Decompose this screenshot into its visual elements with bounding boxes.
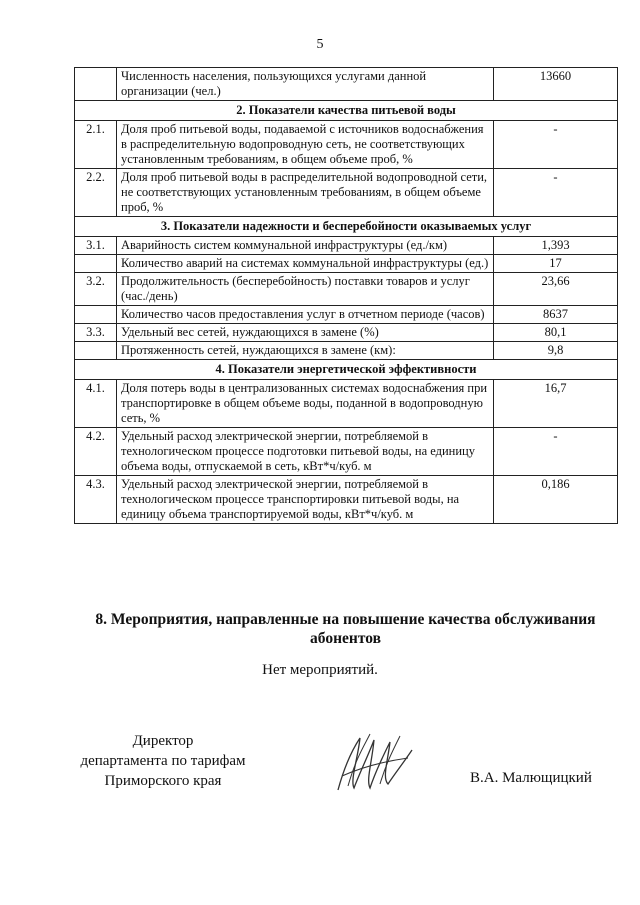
row-value: 17 (494, 255, 618, 273)
table-row (75, 255, 618, 273)
row-value: 8637 (494, 306, 618, 324)
table-row (75, 342, 618, 360)
row-value: 9,8 (494, 342, 618, 360)
indicators-table-body (75, 68, 618, 524)
row-label: Продолжительность (бесперебойность) поставки товаров и услуг (час./день) (117, 273, 494, 306)
signatory-title-line: Директор (132, 733, 194, 749)
section-title: 4. Показатели энергетической эффективности (75, 360, 618, 380)
row-number: 3.3. (75, 324, 117, 342)
section-header-row (75, 101, 618, 121)
signatory-name: В.А. Малющицкий (470, 770, 592, 786)
row-number (75, 68, 117, 101)
row-value: 0,186 (494, 476, 618, 524)
section-8-body: Нет мероприятий. (262, 662, 378, 678)
row-value: 16,7 (494, 380, 618, 428)
signatory-title-line: департамента по тарифам (80, 753, 246, 769)
row-label: Численность населения, пользующихся услугами данной организации (чел.) (117, 68, 494, 101)
row-label: Доля проб питьевой воды в распределительной водопроводной сети, не соответствующих установленным требованиям, в общем объеме проб, % (117, 169, 494, 217)
row-label: Протяженность сетей, нуждающихся в замене (км): (117, 342, 494, 360)
row-number (75, 342, 117, 360)
indicators-table (74, 67, 618, 524)
handwritten-signature (330, 728, 420, 803)
row-value: 1,393 (494, 237, 618, 255)
row-number: 4.3. (75, 476, 117, 524)
table-row (75, 428, 618, 476)
row-value: - (494, 428, 618, 476)
section-8-heading: 8. Мероприятия, направленные на повышение качества обслуживания абонентов (95, 611, 596, 647)
table-row (75, 306, 618, 324)
row-label: Аварийность систем коммунальной инфраструктуры (ед./км) (117, 237, 494, 255)
table-row (75, 380, 618, 428)
section-header-row (75, 360, 618, 380)
signatory-title (48, 731, 278, 791)
section-title: 2. Показатели качества питьевой воды (75, 101, 618, 121)
row-label: Удельный расход электрической энергии, потребляемой в технологическом процессе подготовки питьевой воды, на единицу объема воды, отпускаемой в сеть, кВт*ч/куб. м (117, 428, 494, 476)
table-row (75, 476, 618, 524)
table-row (75, 169, 618, 217)
table-row (75, 121, 618, 169)
row-label: Удельный расход электрической энергии, потребляемой в технологическом процессе транспортировки питьевой воды, на единицу объема транспортируемой воды, кВт*ч/куб. м (117, 476, 494, 524)
section-header-row (75, 217, 618, 237)
row-number: 3.1. (75, 237, 117, 255)
page-number: 5 (316, 37, 324, 52)
row-number: 2.1. (75, 121, 117, 169)
row-value: 80,1 (494, 324, 618, 342)
row-value: 13660 (494, 68, 618, 101)
table-row (75, 273, 618, 306)
row-value: 23,66 (494, 273, 618, 306)
row-value: - (494, 169, 618, 217)
row-label: Удельный вес сетей, нуждающихся в замене (%) (117, 324, 494, 342)
table-row (75, 237, 618, 255)
row-value: - (494, 121, 618, 169)
row-label: Количество аварий на системах коммунальной инфраструктуры (ед.) (117, 255, 494, 273)
row-number: 4.2. (75, 428, 117, 476)
row-number: 3.2. (75, 273, 117, 306)
table-row (75, 68, 618, 101)
table-row (75, 324, 618, 342)
row-label: Доля потерь воды в централизованных системах водоснабжения при транспортировке в общем объеме воды, поданной в водопроводную сеть, % (117, 380, 494, 428)
row-label: Количество часов предоставления услуг в отчетном периоде (часов) (117, 306, 494, 324)
row-label: Доля проб питьевой воды, подаваемой с источников водоснабжения в распределительную водопроводную сеть, не соответствующих установленным требованиям, в общем объеме проб, % (117, 121, 494, 169)
signatory-title-line: Приморского края (104, 773, 222, 789)
row-number (75, 306, 117, 324)
row-number: 2.2. (75, 169, 117, 217)
row-number (75, 255, 117, 273)
row-number: 4.1. (75, 380, 117, 428)
section-title: 3. Показатели надежности и бесперебойности оказываемых услуг (75, 217, 618, 237)
